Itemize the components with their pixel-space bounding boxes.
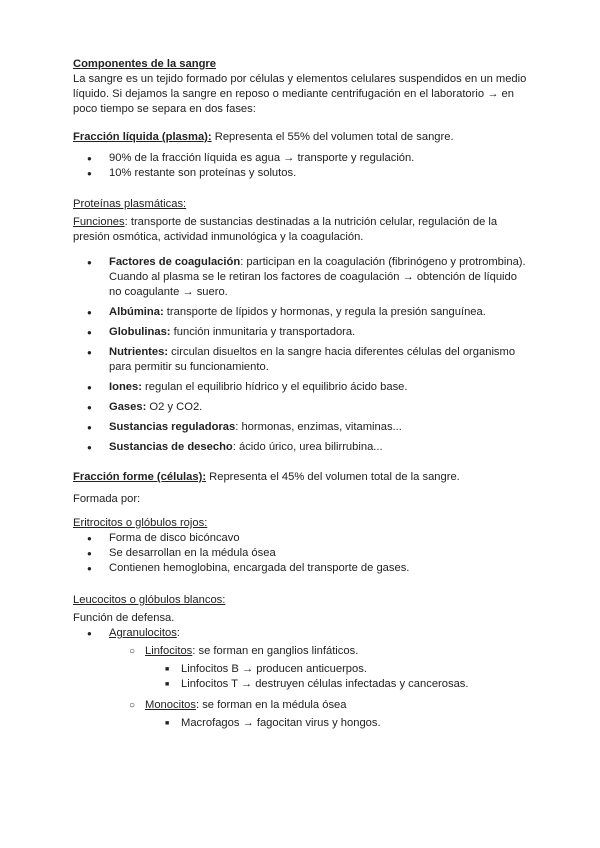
agranulocitos-item: ● Agranulocitos: bbox=[87, 627, 180, 639]
leucocitos-heading: Leucocitos o glóbulos blancos: bbox=[73, 594, 226, 606]
list-item: ● 10% restante son proteínas y solutos. bbox=[73, 166, 528, 181]
forme-text: Representa el 45% del volumen total de la sangre. bbox=[206, 471, 460, 483]
list-item bbox=[73, 345, 528, 375]
list-item bbox=[73, 400, 528, 415]
item-desc: : hormonas, enzimas, vitaminas... bbox=[235, 421, 402, 433]
monocitos-text: : se forman en la médula ósea bbox=[196, 699, 347, 711]
list-item: ● Se desarrollan en la médula ósea bbox=[73, 546, 528, 561]
item-term: Gases: bbox=[109, 401, 147, 413]
eritrocitos-section bbox=[73, 516, 528, 576]
monocitos-item bbox=[73, 698, 528, 713]
item-term: Globulinas: bbox=[109, 326, 171, 338]
list-item bbox=[73, 325, 528, 340]
formada-por: Formada por: bbox=[73, 493, 141, 505]
funciones-text: : transporte de sustancias destinadas a la nutrición celular, regulación de la presión osmótica, actividad inmunológica y la coagulación. bbox=[73, 216, 498, 243]
list-item bbox=[73, 440, 528, 455]
item-desc: : ácido úrico, urea bilirrubina... bbox=[232, 441, 383, 453]
linfocitos-label: Linfocitos bbox=[145, 645, 193, 657]
item-term: Sustancias de desecho bbox=[109, 441, 233, 453]
item-desc: : participan en la coagulación (fibrinógeno y protrombina). Cuando al plasma se le retiran los factores de coagulación → obtención de líquido no coagulante → suero. bbox=[109, 256, 526, 298]
leucocitos-funcion: Función de defensa. bbox=[73, 612, 175, 624]
liquida-line bbox=[73, 130, 528, 145]
item-text: Linfocitos B → producen anticuerpos. bbox=[181, 663, 367, 675]
eritrocitos-list bbox=[73, 531, 528, 576]
eritrocitos-heading: Eritrocitos o glóbulos rojos: bbox=[73, 517, 208, 529]
liquida-text: Representa el 55% del volumen total de sangre. bbox=[211, 131, 454, 143]
liquida-section bbox=[73, 130, 528, 181]
bullet-icon: ● bbox=[87, 629, 92, 638]
forme-heading: Fracción forme (células): bbox=[73, 471, 207, 483]
leucocitos-section bbox=[73, 593, 528, 731]
item-term: Nutrientes: bbox=[109, 346, 169, 358]
title-block bbox=[73, 57, 528, 117]
item-term: Albúmina: bbox=[109, 306, 164, 318]
funciones-paragraph bbox=[73, 215, 528, 245]
intro-paragraph: La sangre es un tejido formado por células y elementos celulares suspendidos en un medio líquido. Si dejamos la sangre en reposo o mediante centrifugación en el laboratorio → en poco tiempo se separa en dos fases: bbox=[73, 73, 527, 115]
monocitos-label: Monocitos bbox=[145, 699, 196, 711]
liquida-list bbox=[73, 151, 528, 181]
list-item bbox=[73, 662, 528, 677]
item-desc: O2 y CO2. bbox=[146, 401, 203, 413]
item-desc: función inmunitaria y transportadora. bbox=[170, 326, 356, 338]
linfocitos-item bbox=[73, 644, 528, 659]
agranulocitos-label: Agranulocitos bbox=[109, 627, 177, 639]
item-desc: regulan el equilibrio hídrico y el equilibrio ácido base. bbox=[141, 381, 408, 393]
funciones-label: Funciones bbox=[73, 216, 125, 228]
proteinas-heading: Proteínas plasmáticas: bbox=[73, 198, 187, 210]
square-bullet-icon: ■ bbox=[165, 720, 170, 727]
list-item bbox=[73, 420, 528, 435]
liquida-heading: Fracción líquida (plasma): bbox=[73, 131, 212, 143]
square-bullet-icon: ■ bbox=[165, 681, 170, 688]
forme-line bbox=[73, 470, 528, 485]
item-desc: circulan disueltos en la sangre hacia diferentes células del organismo para permitir su funcionamiento. bbox=[109, 346, 516, 373]
circle-bullet-icon: ○ bbox=[129, 700, 136, 711]
forme-section bbox=[73, 470, 528, 507]
list-item: ● 90% de la fracción líquida es agua → transporte y regulación. bbox=[73, 151, 528, 166]
list-item: ● Contienen hemoglobina, encargada del transporte de gases. bbox=[73, 561, 528, 576]
item-term: Sustancias reguladoras bbox=[109, 421, 236, 433]
item-text: Macrofagos → fagocitan virus y hongos. bbox=[181, 717, 381, 729]
linfocitos-text: : se forman en ganglios linfáticos. bbox=[192, 645, 359, 657]
circle-bullet-icon: ○ bbox=[129, 646, 136, 657]
proteinas-list bbox=[73, 255, 528, 455]
item-term: Iones: bbox=[109, 381, 142, 393]
proteinas-section bbox=[73, 197, 528, 460]
list-item bbox=[73, 255, 528, 300]
item-term: Factores de coagulación bbox=[109, 256, 241, 268]
page-title: Componentes de la sangre bbox=[73, 58, 216, 70]
item-desc: transporte de lípidos y hormonas, y regula la presión sanguínea. bbox=[163, 306, 486, 318]
list-item bbox=[73, 677, 528, 692]
list-item bbox=[73, 380, 528, 395]
item-text: Linfocitos T → destruyen células infectadas y cancerosas. bbox=[181, 678, 469, 690]
square-bullet-icon: ■ bbox=[165, 666, 170, 673]
list-item bbox=[73, 305, 528, 320]
list-item: ● Forma de disco bicóncavo bbox=[73, 531, 528, 546]
list-item bbox=[73, 716, 528, 731]
